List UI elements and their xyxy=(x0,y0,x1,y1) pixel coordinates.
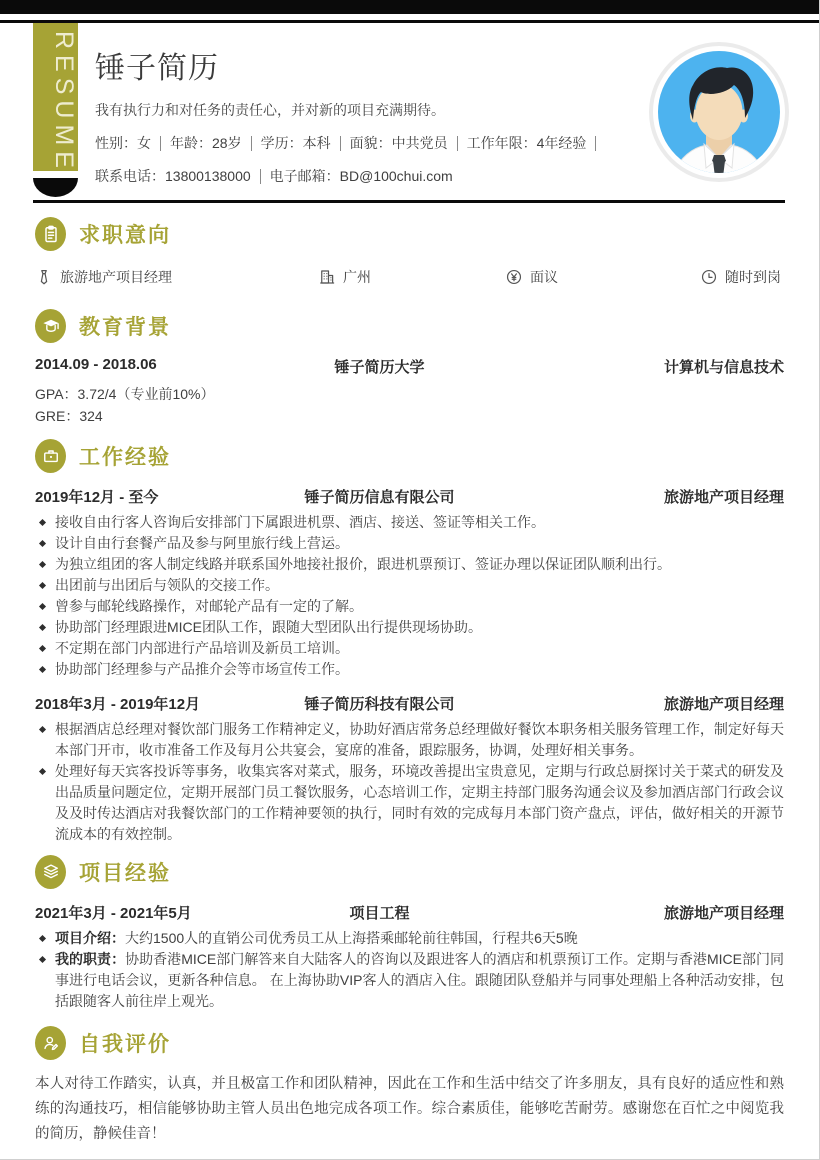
user-edit-icon xyxy=(35,1026,66,1060)
work-bullet: 根据酒店总经理对餐饮部门服务工作精神定义，协助好酒店常务总经理做好餐饮本职务相关服务管理工作，制定好每天本部门开市，收市准备工作及每月公共宴会，宴席的准备，跟踪服务，协调，处理好相关事务。 xyxy=(35,719,784,761)
project-role: 旅游地产项目经理 xyxy=(663,905,784,922)
building-icon xyxy=(318,268,336,286)
resume-header xyxy=(0,23,819,200)
project-bullet: 我的职责：协助香港MICE部门解答来自大陆客人的咨询以及跟进客人的酒店和机票预订工作。定期与香港MICE部门同事进行电话会议，更新各种信息。 在上海协助VIP客人的酒店入住。跟随团队登船并与同事处理船上各种活动安排，包括跟随客人前往岸上观光。 xyxy=(35,949,784,1012)
work-bullet: 出团前与出团后与领队的交接工作。 xyxy=(35,575,784,596)
self-evaluation-text: 本人对待工作踏实，认真，并且极富工作和团队精神，因此在工作和生活中结交了许多朋友，具有良好的适应性和熟练的沟通技巧，相信能够协助主管人员出色地完成各项工作。综合素质佳，能够吃苦耐劳。感谢您在百忙之中阅览我的简历，静候佳音！ xyxy=(35,1076,784,1142)
top-bar xyxy=(0,0,819,14)
work-bullet: 为独立组团的客人制定线路并联系国外地接社报价，跟进机票预订、签证办理以保证团队顺利出行。 xyxy=(35,554,784,575)
field-separator xyxy=(595,136,596,151)
section-title-education: 教育背景 xyxy=(79,316,171,339)
project-bullet: 项目介绍：大约1500人的直销公司优秀员工从上海搭乘邮轮前往韩国，行程共6天5晚 xyxy=(35,928,784,949)
work-bullet-list xyxy=(35,719,784,845)
work-bullet: 设计自由行套餐产品及参与阿里旅行线上营运。 xyxy=(35,533,784,554)
job-intent-item xyxy=(700,267,784,287)
job-intent-label: 随时到岗 xyxy=(725,269,781,285)
work-role: 旅游地产项目经理 xyxy=(663,489,784,506)
education-detail: GPA：3.72/4（专业前10%） xyxy=(35,386,215,402)
identity-block xyxy=(95,23,615,186)
field-separator xyxy=(457,136,458,151)
work-entries xyxy=(35,486,784,845)
info-field: 年龄：28岁 xyxy=(170,135,242,151)
work-bullet: 不定期在部门内部进行产品培训及新员工培训。 xyxy=(35,638,784,659)
info-field: 性别：女 xyxy=(95,135,151,151)
work-entry xyxy=(35,693,784,845)
education-major: 计算机与信息技术 xyxy=(663,359,784,376)
personal-info-line1 xyxy=(95,133,615,153)
job-intent-item xyxy=(318,267,505,287)
job-intent-label: 旅游地产项目经理 xyxy=(60,269,172,285)
field-separator xyxy=(251,136,252,151)
work-bullet: 协助部门经理跟进MICE团队工作，跟随大型团队出行提供现场协助。 xyxy=(35,617,784,638)
field-separator xyxy=(340,136,341,151)
field-separator xyxy=(260,169,261,184)
work-bullet-list xyxy=(35,512,784,680)
education-detail: GRE：324 xyxy=(35,408,103,424)
job-intent-row xyxy=(35,267,784,287)
resume-ribbon: RESUME xyxy=(33,23,78,171)
work-role: 旅游地产项目经理 xyxy=(663,696,784,713)
project-entry xyxy=(35,902,784,1012)
project-bullet-list xyxy=(35,928,784,1012)
ribbon-end xyxy=(33,178,78,197)
info-field: 电子邮箱：BD@100chui.com xyxy=(269,168,453,184)
personal-info-line2 xyxy=(95,166,615,186)
work-bullet: 曾参与邮轮线路操作，对邮轮产品有一定的了解。 xyxy=(35,596,784,617)
project-bullet-label: 项目介绍： xyxy=(55,930,125,946)
work-entry-header xyxy=(35,693,784,714)
work-company: 锤子简历信息有限公司 xyxy=(304,489,455,506)
salary-yuan-icon xyxy=(505,268,523,286)
info-field: 联系电话：13800138000 xyxy=(95,168,251,184)
info-field: 工作年限：4年经验 xyxy=(466,135,587,151)
section-self-eval-header xyxy=(35,1026,784,1060)
project-bullet-label: 我的职责： xyxy=(55,951,126,967)
job-intent-item xyxy=(35,267,318,287)
info-field: 面貌：中共党员 xyxy=(349,135,448,151)
graduation-cap-icon xyxy=(35,309,66,343)
education-details xyxy=(35,383,784,427)
avatar xyxy=(649,42,789,182)
work-period: 2019年12月 - 至今 xyxy=(35,489,159,506)
work-company: 锤子简历科技有限公司 xyxy=(304,696,455,713)
header-divider-line xyxy=(33,200,785,203)
section-title-work: 工作经验 xyxy=(79,446,171,469)
education-entry xyxy=(35,356,784,427)
job-intent-item xyxy=(505,267,700,287)
work-bullet: 处理好每天宾客投诉等事务，收集宾客对菜式，服务，环境改善提出宝贵意见，定期与行政总厨探讨关于菜式的研发及出品质量问题定位，定期开展部门员工餐饮服务，心态培训工作，定期主持部门服务沟通会议及参加酒店部门行政会议及及时传达酒店对我餐饮部门的工作精神要领的执行，同时有效的完成每月本部门资产盘点，评估，做好相关的开源节流成本的有效控制。 xyxy=(35,761,784,845)
work-bullet: 协助部门经理参与产品推介会等市场宣传工作。 xyxy=(35,659,784,680)
layers-icon xyxy=(35,855,66,889)
section-title-self-eval: 自我评价 xyxy=(79,1033,171,1056)
section-project-header xyxy=(35,855,784,889)
work-period: 2018年3月 - 2019年12月 xyxy=(35,696,201,713)
education-entry-header xyxy=(35,356,784,377)
section-job-intent-header xyxy=(35,217,784,251)
clipboard-icon xyxy=(35,217,66,251)
work-entry xyxy=(35,486,784,680)
clock-icon xyxy=(700,268,718,286)
field-separator xyxy=(160,136,161,151)
section-education-header xyxy=(35,309,784,343)
project-name: 项目工程 xyxy=(349,905,410,922)
project-entry-header xyxy=(35,902,784,923)
info-field: 学历：本科 xyxy=(260,135,331,151)
education-period: 2014.09 - 2018.06 xyxy=(35,356,157,373)
project-period: 2021年3月 - 2021年5月 xyxy=(35,905,192,922)
briefcase-icon xyxy=(35,439,66,473)
resume-body xyxy=(0,217,819,1147)
section-title-project: 项目经验 xyxy=(79,862,171,885)
section-title-job-intent: 求职意向 xyxy=(79,224,171,247)
job-intent-label: 面议 xyxy=(530,269,558,285)
male-cartoon-avatar-graphic xyxy=(649,42,789,182)
tie-icon xyxy=(35,268,53,286)
job-intent-label: 广州 xyxy=(343,269,371,285)
tagline: 我有执行力和对任务的责任心，并对新的项目充满期待。 xyxy=(95,102,445,118)
education-school: 锤子简历大学 xyxy=(334,359,425,376)
page-title: 锤子简历 xyxy=(95,52,219,85)
work-entry-header xyxy=(35,486,784,507)
section-work-header xyxy=(35,439,784,473)
work-bullet: 接收自由行客人咨询后安排部门下属跟进机票、酒店、接送、签证等相关工作。 xyxy=(35,512,784,533)
